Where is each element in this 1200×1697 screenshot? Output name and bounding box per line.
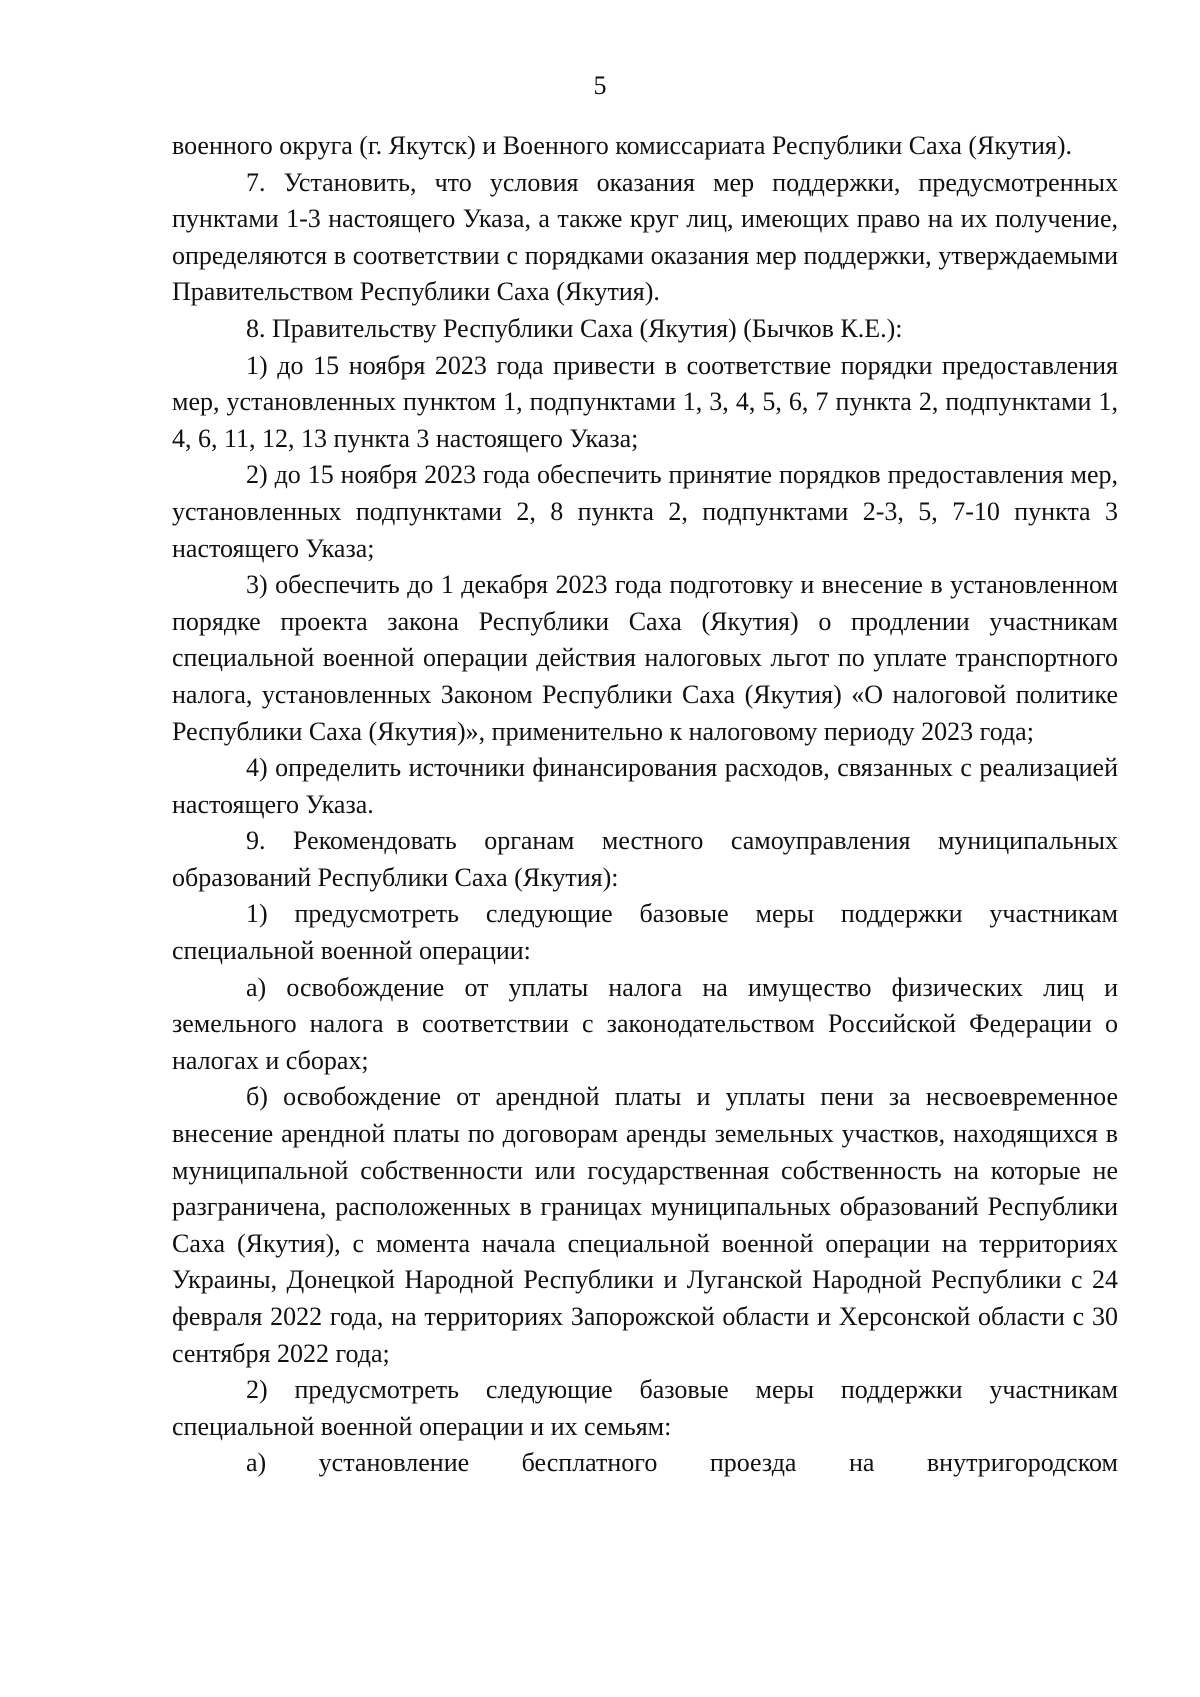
paragraph-item-9-2-a: а) установление бесплатного проезда на внутригородском [246, 1448, 1118, 1478]
paragraph-item-7: 7. Установить, что условия оказания мер поддержки, предусмотренных пунктами 1-3 настоящего Указа, а также круг лиц, имеющих право на их получение, определяются в соответствии с порядками оказания мер поддержки, утверждаемыми Правительством Республики Саха (Якутия). [172, 167, 1118, 307]
paragraph-item-9-1-a: а) освобождение от уплаты налога на имущество физических лиц и земельного налога в соответствии с законодательством Российской Федерации о налогах и сборах; [172, 972, 1118, 1075]
paragraph-item-8-1: 1) до 15 ноября 2023 года привести в соответствие порядки предоставления мер, установленных пунктом 1, подпунктами 1, 3, 4, 5, 6, 7 пункта 2, подпунктами 1, 4, 6, 11, 12, 13 пункта 3 настоящего Указа; [172, 350, 1118, 453]
paragraph-item-9-1: 1) предусмотреть следующие базовые меры поддержки участникам специальной военной операции: [172, 899, 1118, 966]
paragraph-item-9-1-b: б) освобождение от арендной платы и уплаты пени за несвоевременное внесение арендной платы по договорам аренды земельных участков, находящихся в муниципальной собственности или государственная собственность на которые не разграничена, расположенных в границах муниципальных образований Республики Саха (Якутия), с момента начала специальной военной операции на территориях Украины, Донецкой Народной Республики и Луганской Народной Республики с 24 февраля 2022 года, на территориях Запорожской области и Херсонской области с 30 сентября 2022 года; [172, 1082, 1118, 1368]
paragraph-item-9-2: 2) предусмотреть следующие базовые меры поддержки участникам специальной военной операции и их семьям: [172, 1375, 1118, 1441]
paragraph-item-9: 9. Рекомендовать органам местного самоуправления муниципальных образований Республики Саха (Якутия): [172, 826, 1118, 892]
page-number: 5 [593, 71, 607, 100]
paragraph-item-8-4: 4) определить источники финансирования расходов, связанных с реализацией настоящего Указа. [172, 753, 1118, 819]
paragraph-continuation: военного округа (г. Якутск) и Военного комиссариата Республики Саха (Якутия). [172, 131, 1073, 160]
paragraph-item-8-3: 3) обеспечить до 1 декабря 2023 года подготовку и внесение в установленном порядке проекта закона Республики Саха (Якутия) о продлении участникам специальной военной операции действия налоговых льгот по уплате транспортного налога, установленных Законом Республики Саха (Якутия) «О налоговой политике Республики Саха (Якутия)», применительно к налоговому периоду 2023 года; [172, 570, 1118, 746]
paragraph-item-8-2: 2) до 15 ноября 2023 года обеспечить принятие порядков предоставления мер, установленных подпунктами 2, 8 пункта 2, подпунктами 2-3, 5, 7-10 пункта 3 настоящего Указа; [172, 460, 1118, 563]
paragraph-item-8: 8. Правительству Республики Саха (Якутия) (Бычков К.Е.): [246, 313, 903, 343]
document-body [172, 128, 1118, 1482]
